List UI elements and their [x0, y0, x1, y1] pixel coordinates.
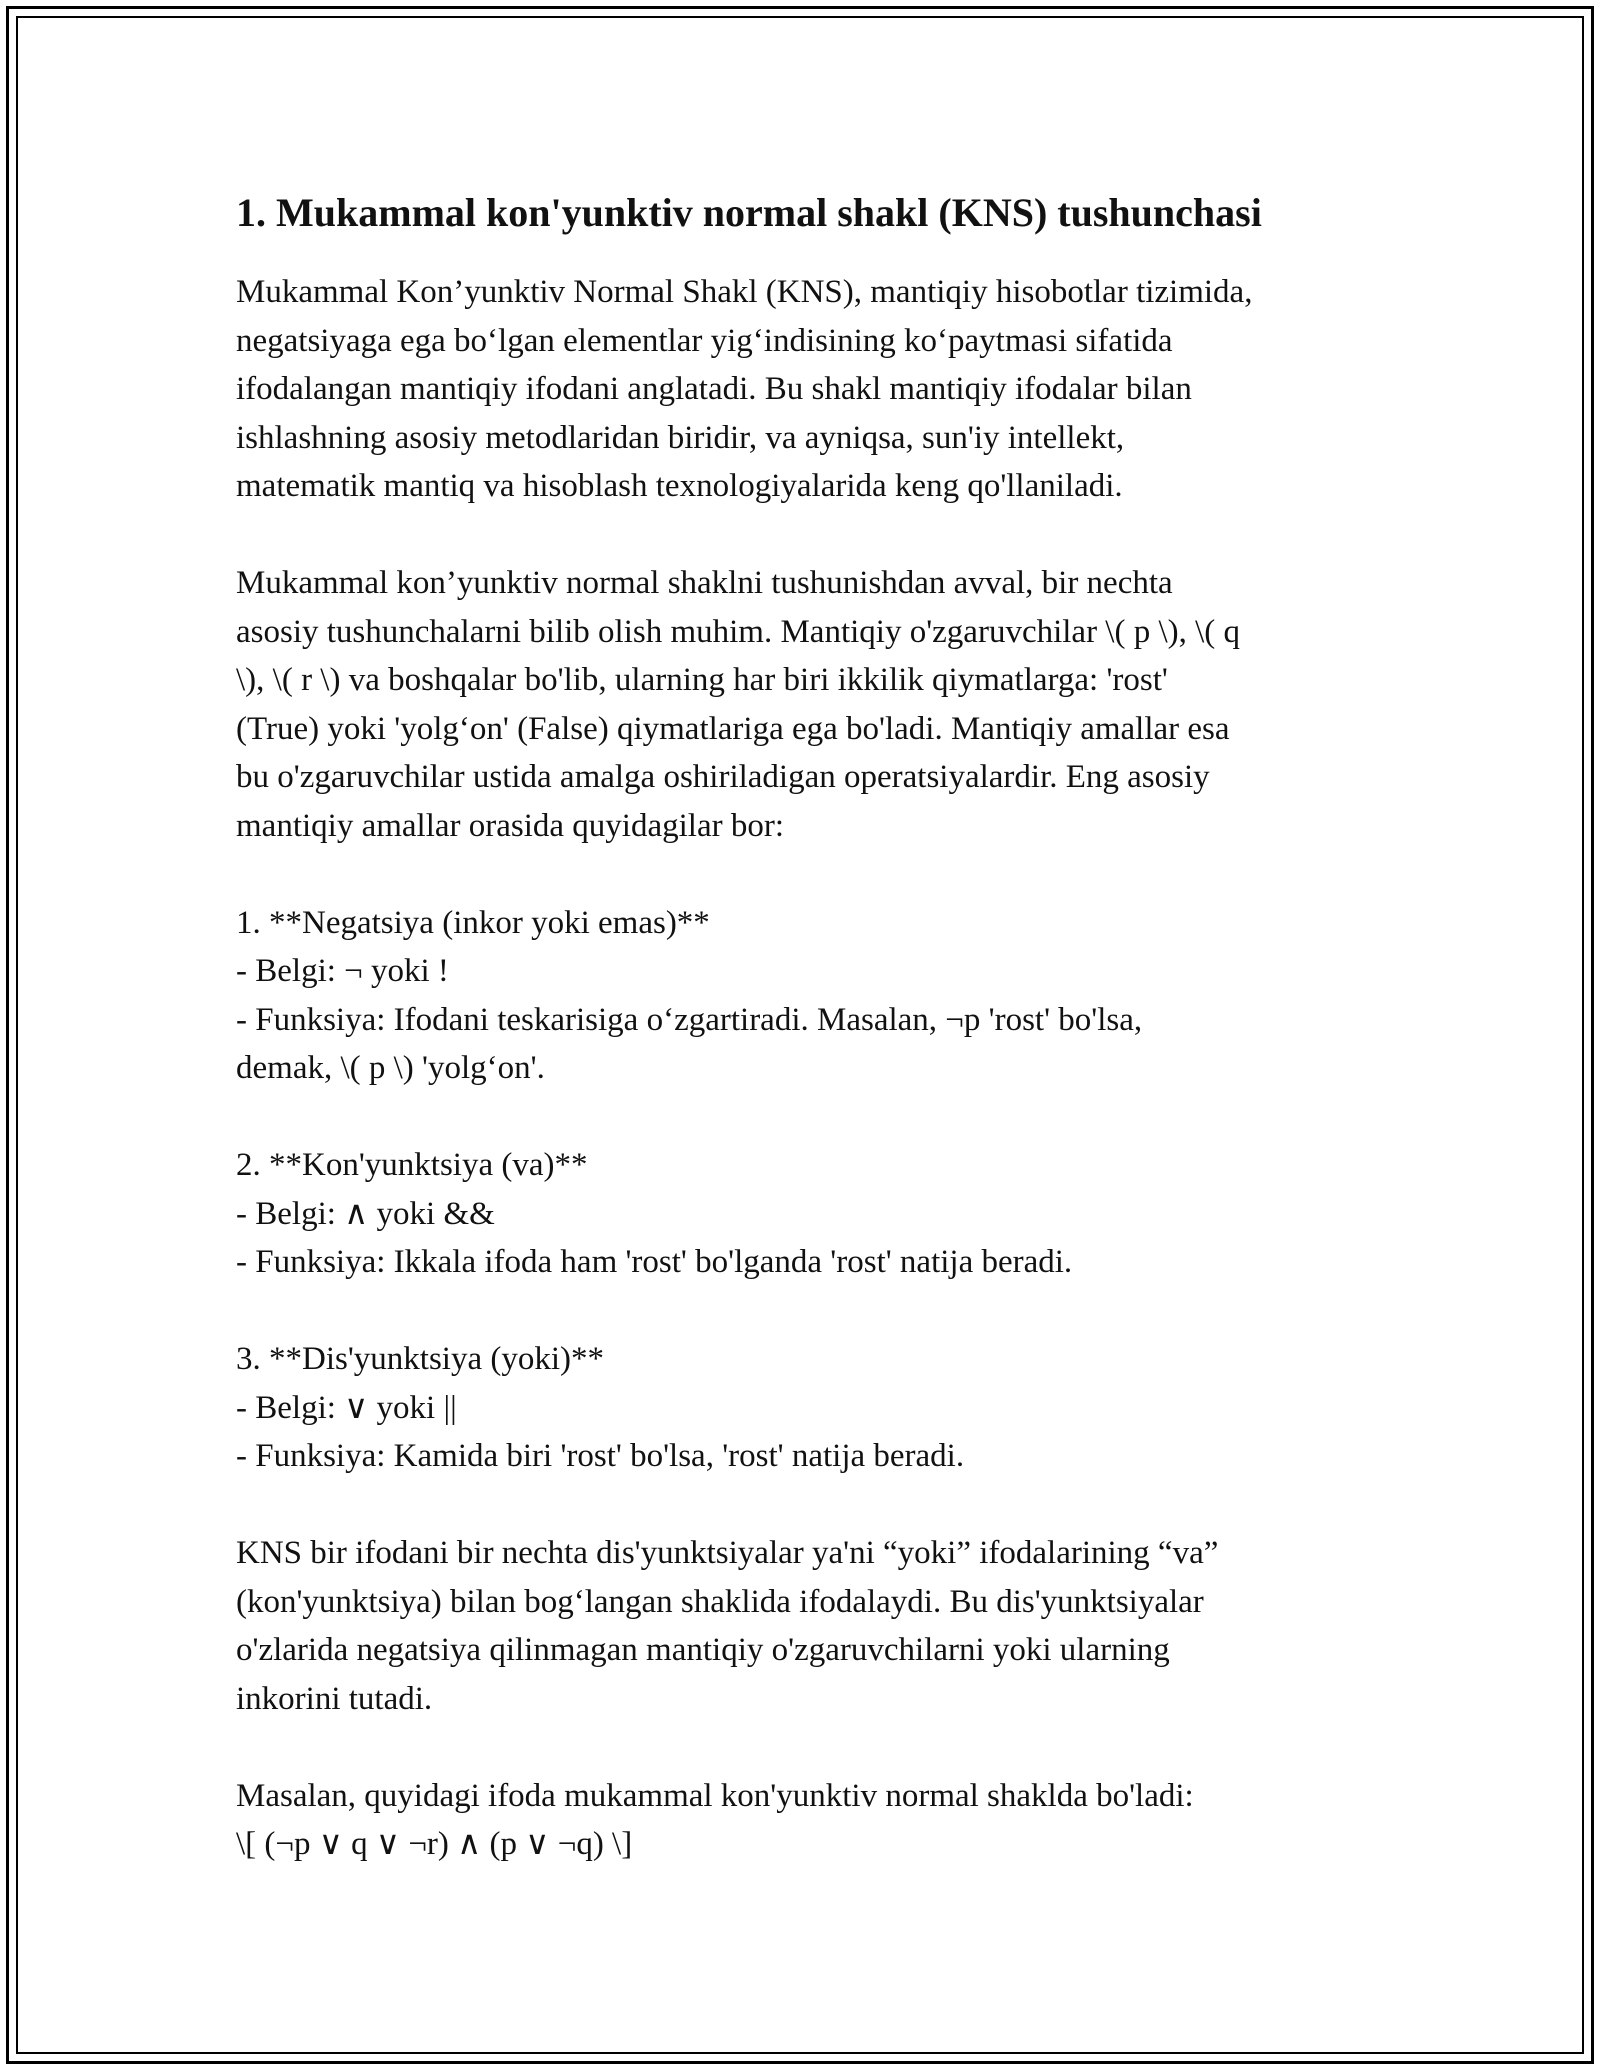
page-title: 1. Mukammal kon'yunktiv normal shakl (KNS) tushunchasi: [236, 190, 1262, 235]
paragraph-concepts: Mukammal kon’yunktiv normal shaklni tushunishdan avval, bir nechta asosiy tushunchalarni bilib olish muhim. Mantiqiy o'zgaruvchilar \( p \), \( q \), \( r \) va boshqalar bo'lib, ularning har biri ikkilik qiymatlarga: 'rost' (True) yoki 'yolg‘on' (False) qiymatlariga ega bo'ladi. Mantiqiy amallar esa bu o'zgaruvchilar ustida amalga oshiriladigan operatsiyalardir. Eng asosiy mantiqiy amallar orasida quyidagilar bor:: [236, 565, 1241, 844]
paragraph-definition: Mukammal Kon’yunktiv Normal Shakl (KNS), mantiqiy hisobotlar tizimida, negatsiyaga ega bo‘lgan elementlar yig‘indisining ko‘paytmasi sifatida ifodalangan mantiqiy ifodani anglatadi. Bu shakl mantiqiy ifodalar bilan ishlashning asosiy metodlaridan biridir, va ayniqsa, sun'iy intellekt, matematik mantiq va hisoblash texnologiyalarida keng qo'llaniladi.: [236, 274, 1253, 504]
paragraph-gap: [236, 1481, 1396, 1530]
paragraph-gap: [236, 1723, 1396, 1772]
document-body: [236, 186, 1396, 1869]
paragraph-gap: [236, 850, 1396, 899]
paragraph-gap: [236, 1093, 1396, 1142]
paragraph-kns-description: KNS bir ifodani bir nechta dis'yunktsiyalar ya'ni “yoki” ifodalarining “va” (kon'yunktsiya) bilan bog‘langan shaklida ifodalaydi. Bu dis'yunktsiyalar o'zlarida negatsiya qilinmagan mantiqiy o'zgaruvchilarni yoki ularning inkorini tutadi.: [236, 1535, 1219, 1717]
paragraph-gap: [236, 1287, 1396, 1336]
list-item-disjunction: 3. **Dis'yunktsiya (yoki)** - Belgi: ∨ yoki || - Funksiya: Kamida biri 'rost' bo'lsa, 'rost' natija beradi.: [236, 1341, 965, 1474]
paragraph-gap: [236, 511, 1396, 560]
paragraph-example: Masalan, quyidagi ifoda mukammal kon'yunktiv normal shaklda bo'ladi: \[ (¬p ∨ q ∨ ¬r) ∧ (p ∨ ¬q) \]: [236, 1777, 1194, 1862]
list-item-conjunction: 2. **Kon'yunktsiya (va)** - Belgi: ∧ yoki && - Funksiya: Ikkala ifoda ham 'rost' bo'lganda 'rost' natija beradi.: [236, 1147, 1073, 1280]
list-item-negation: 1. **Negatsiya (inkor yoki emas)** - Belgi: ¬ yoki ! - Funksiya: Ifodani teskarisiga o‘zgartiradi. Masalan, ¬p 'rost' bo'lsa, demak, \( p \) 'yolg‘on'.: [236, 904, 1143, 1086]
